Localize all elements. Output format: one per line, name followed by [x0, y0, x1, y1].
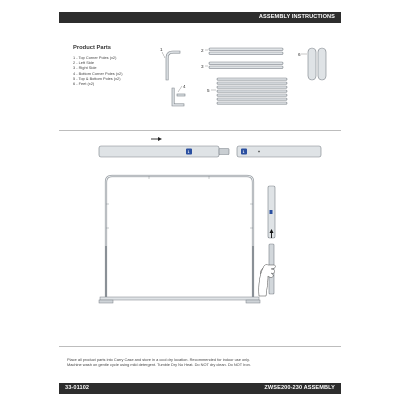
frame-bottom: [99, 297, 260, 303]
detail-button-icon: [270, 210, 273, 214]
part-item: 3 - Right Side: [73, 65, 97, 71]
diagram-label-3: 3: [201, 64, 204, 69]
detail-pole: [268, 186, 275, 294]
instruction-sheet: [59, 6, 341, 394]
model-title: ZWSE200-230 ASSEMBLY: [264, 385, 335, 391]
diagram-label-4: 4: [183, 84, 186, 89]
part-item: 4 - Bottom Corner Poles (x2): [73, 70, 123, 76]
part-item: 1 - Top Corner Poles (x2): [73, 55, 117, 60]
section-divider: [59, 346, 341, 347]
care-line: Machine wash on gentle cycle using mild detergent. Tumble Dry No Heat. Do NOT dry clean. Do NOT Iron.: [67, 362, 251, 368]
care-instructions: [67, 357, 337, 368]
diagram-label-6: 6: [298, 52, 301, 57]
connector-button-icon: [186, 149, 192, 155]
product-code: 33-01102: [65, 385, 90, 391]
connector-button-icon: [241, 149, 247, 155]
connector-pole-right: [237, 146, 321, 157]
connector-label-left: 1: [187, 150, 190, 154]
product-parts-title: Product Parts: [73, 45, 112, 51]
diagram-label-5: 5: [207, 88, 210, 93]
connector-pole-left: [99, 146, 219, 157]
diagram-label-1: 1: [160, 47, 163, 52]
part-item: 5 - Top & Bottom Poles (x2): [73, 75, 121, 81]
connector-pole-inner: [219, 149, 229, 155]
arrow-right-icon: [151, 137, 162, 141]
assembly-diagram: [59, 6, 341, 346]
care-line: Place all product parts into Carry Case and store in a cool dry location. Recommended for indoor use only.: [67, 357, 250, 362]
footer-bar: [59, 383, 341, 394]
part-item: 6 - Feet (x2): [73, 81, 95, 87]
connector-label-right: 1: [242, 150, 245, 154]
part-item: 2 - Left Side: [73, 60, 94, 66]
diagram-label-2: 2: [201, 48, 204, 53]
header-title: ASSEMBLY INSTRUCTIONS: [258, 14, 335, 20]
assembled-frame: [106, 176, 253, 246]
